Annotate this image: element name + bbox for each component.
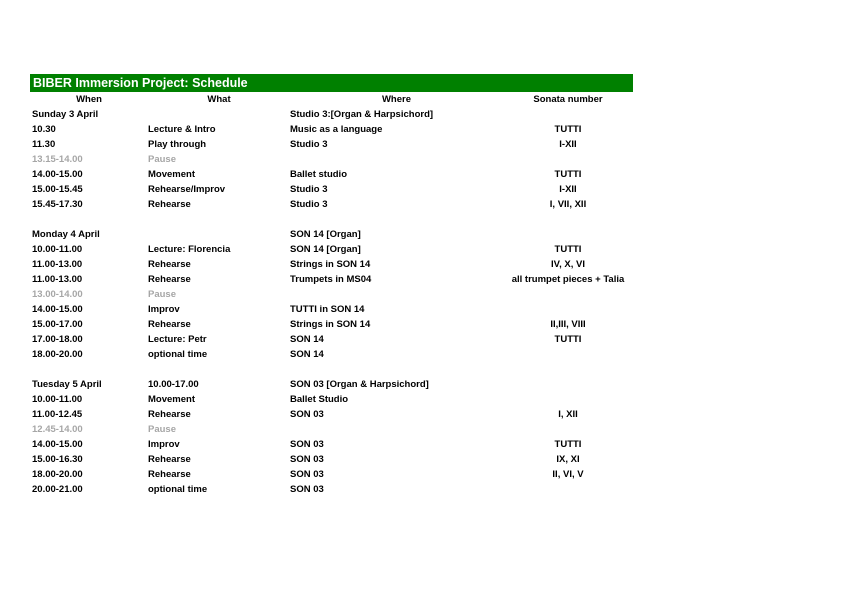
table-header-row bbox=[30, 92, 633, 107]
cell-sonata: TUTTI bbox=[554, 169, 582, 180]
table-row bbox=[30, 152, 633, 167]
cell-sonata: all trumpet pieces + Talia bbox=[511, 274, 625, 285]
table-row bbox=[30, 197, 633, 212]
cell-when: 11.00-13.00 bbox=[32, 274, 83, 285]
cell-where: TUTTI in SON 14 bbox=[290, 304, 365, 315]
cell-when: 10.00-11.00 bbox=[32, 244, 83, 255]
cell-what: Pause bbox=[148, 289, 176, 300]
cell-where: Studio 3 bbox=[290, 199, 328, 210]
cell-what: Play through bbox=[148, 139, 207, 150]
cell-when: 18.00-20.00 bbox=[32, 349, 83, 360]
cell-sonata: I, XII bbox=[558, 409, 578, 420]
table-row bbox=[30, 437, 633, 452]
cell-what: optional time bbox=[148, 484, 208, 495]
cell-when: Tuesday 5 April bbox=[32, 379, 102, 390]
table-row bbox=[30, 287, 633, 302]
cell-when: 13.15-14.00 bbox=[32, 154, 83, 165]
table-row bbox=[30, 317, 633, 332]
cell-when: 13.00-14.00 bbox=[32, 289, 83, 300]
cell-what: Lecture & Intro bbox=[148, 124, 216, 135]
cell-sonata: TUTTI bbox=[554, 244, 582, 255]
table-row bbox=[30, 167, 633, 182]
cell-when: 10.30 bbox=[32, 124, 56, 135]
table-row bbox=[30, 302, 633, 317]
table-row bbox=[30, 452, 633, 467]
cell-when: 12.45-14.00 bbox=[32, 424, 83, 435]
cell-where: Ballet Studio bbox=[290, 394, 349, 405]
table-row bbox=[30, 422, 633, 437]
cell-what: Rehearse/Improv bbox=[148, 184, 226, 195]
cell-what: Pause bbox=[148, 424, 176, 435]
schedule-table bbox=[30, 92, 633, 497]
column-header-where: Where bbox=[381, 94, 412, 105]
cell-where: SON 14 bbox=[290, 349, 324, 360]
cell-sonata: I-XII bbox=[559, 184, 577, 195]
cell-when: 14.00-15.00 bbox=[32, 304, 83, 315]
cell-sonata: I, VII, XII bbox=[549, 199, 587, 210]
cell-what: Rehearse bbox=[148, 454, 191, 465]
table-row bbox=[30, 347, 633, 362]
table-row bbox=[30, 482, 633, 497]
cell-where: Strings in SON 14 bbox=[290, 259, 371, 270]
cell-when: Sunday 3 April bbox=[32, 109, 99, 120]
cell-when: 18.00-20.00 bbox=[32, 469, 83, 480]
cell-when: 11.00-13.00 bbox=[32, 259, 83, 270]
cell-when: 14.00-15.00 bbox=[32, 439, 83, 450]
cell-where: Ballet studio bbox=[290, 169, 348, 180]
cell-where: Studio 3 bbox=[290, 184, 328, 195]
table-row-blank bbox=[30, 362, 633, 377]
cell-sonata: II, VI, V bbox=[552, 469, 584, 480]
cell-when: 15.45-17.30 bbox=[32, 199, 83, 210]
cell-where: SON 14 [Organ] bbox=[290, 244, 361, 255]
cell-where: SON 03 bbox=[290, 484, 324, 495]
cell-sonata: TUTTI bbox=[554, 439, 582, 450]
table-row bbox=[30, 467, 633, 482]
cell-what: optional time bbox=[148, 349, 208, 360]
cell-sonata: IX, XI bbox=[556, 454, 580, 465]
table-row bbox=[30, 242, 633, 257]
table-row bbox=[30, 257, 633, 272]
table-row-blank bbox=[30, 212, 633, 227]
table-body bbox=[30, 107, 633, 497]
cell-what: Rehearse bbox=[148, 319, 191, 330]
table-row bbox=[30, 182, 633, 197]
table-row bbox=[30, 227, 633, 242]
cell-what: Rehearse bbox=[148, 199, 191, 210]
table-row bbox=[30, 332, 633, 347]
cell-where: SON 14 [Organ] bbox=[290, 229, 361, 240]
cell-what: Lecture: Florencia bbox=[148, 244, 231, 255]
table-row bbox=[30, 377, 633, 392]
cell-what: 10.00-17.00 bbox=[148, 379, 199, 390]
cell-what: Lecture: Petr bbox=[148, 334, 207, 345]
cell-where: Strings in SON 14 bbox=[290, 319, 371, 330]
cell-what: Pause bbox=[148, 154, 176, 165]
cell-when: 15.00-16.30 bbox=[32, 454, 83, 465]
column-header-sonata: Sonata number bbox=[533, 94, 603, 105]
table-row bbox=[30, 107, 633, 122]
cell-when: 11.30 bbox=[32, 139, 56, 150]
cell-when: 11.00-12.45 bbox=[32, 409, 83, 420]
page-title: BIBER Immersion Project: Schedule bbox=[33, 76, 248, 90]
cell-what: Rehearse bbox=[148, 409, 191, 420]
column-header-what: What bbox=[207, 94, 231, 105]
table-row bbox=[30, 407, 633, 422]
table-row bbox=[30, 137, 633, 152]
cell-where: Trumpets in MS04 bbox=[290, 274, 372, 285]
cell-when: 20.00-21.00 bbox=[32, 484, 83, 495]
cell-what: Movement bbox=[148, 169, 195, 180]
cell-what: Improv bbox=[148, 439, 180, 450]
cell-where: Music as a language bbox=[290, 124, 383, 135]
cell-sonata: TUTTI bbox=[554, 334, 582, 345]
cell-when: Monday 4 April bbox=[32, 229, 100, 240]
cell-what: Movement bbox=[148, 394, 195, 405]
cell-sonata: II,III, VIII bbox=[550, 319, 586, 330]
table-row bbox=[30, 392, 633, 407]
cell-when: 15.00-15.45 bbox=[32, 184, 83, 195]
cell-what: Rehearse bbox=[148, 259, 191, 270]
cell-sonata: TUTTI bbox=[554, 124, 582, 135]
document-title-bar bbox=[30, 74, 633, 92]
cell-when: 10.00-11.00 bbox=[32, 394, 83, 405]
cell-where: Studio 3 bbox=[290, 139, 328, 150]
cell-when: 15.00-17.00 bbox=[32, 319, 83, 330]
table-row bbox=[30, 272, 633, 287]
cell-what: Improv bbox=[148, 304, 180, 315]
cell-sonata: I-XII bbox=[559, 139, 577, 150]
cell-where: SON 03 bbox=[290, 469, 324, 480]
column-header-when: When bbox=[76, 94, 102, 105]
cell-when: 17.00-18.00 bbox=[32, 334, 83, 345]
cell-what: Rehearse bbox=[148, 274, 191, 285]
cell-where: SON 03 bbox=[290, 454, 324, 465]
table-row bbox=[30, 122, 633, 137]
cell-where: Studio 3:[Organ & Harpsichord] bbox=[290, 109, 434, 120]
cell-where: SON 03 [Organ & Harpsichord] bbox=[290, 379, 429, 390]
cell-where: SON 03 bbox=[290, 439, 324, 450]
cell-sonata: IV, X, VI bbox=[551, 259, 585, 270]
cell-when: 14.00-15.00 bbox=[32, 169, 83, 180]
cell-where: SON 03 bbox=[290, 409, 324, 420]
cell-what: Rehearse bbox=[148, 469, 191, 480]
cell-where: SON 14 bbox=[290, 334, 324, 345]
